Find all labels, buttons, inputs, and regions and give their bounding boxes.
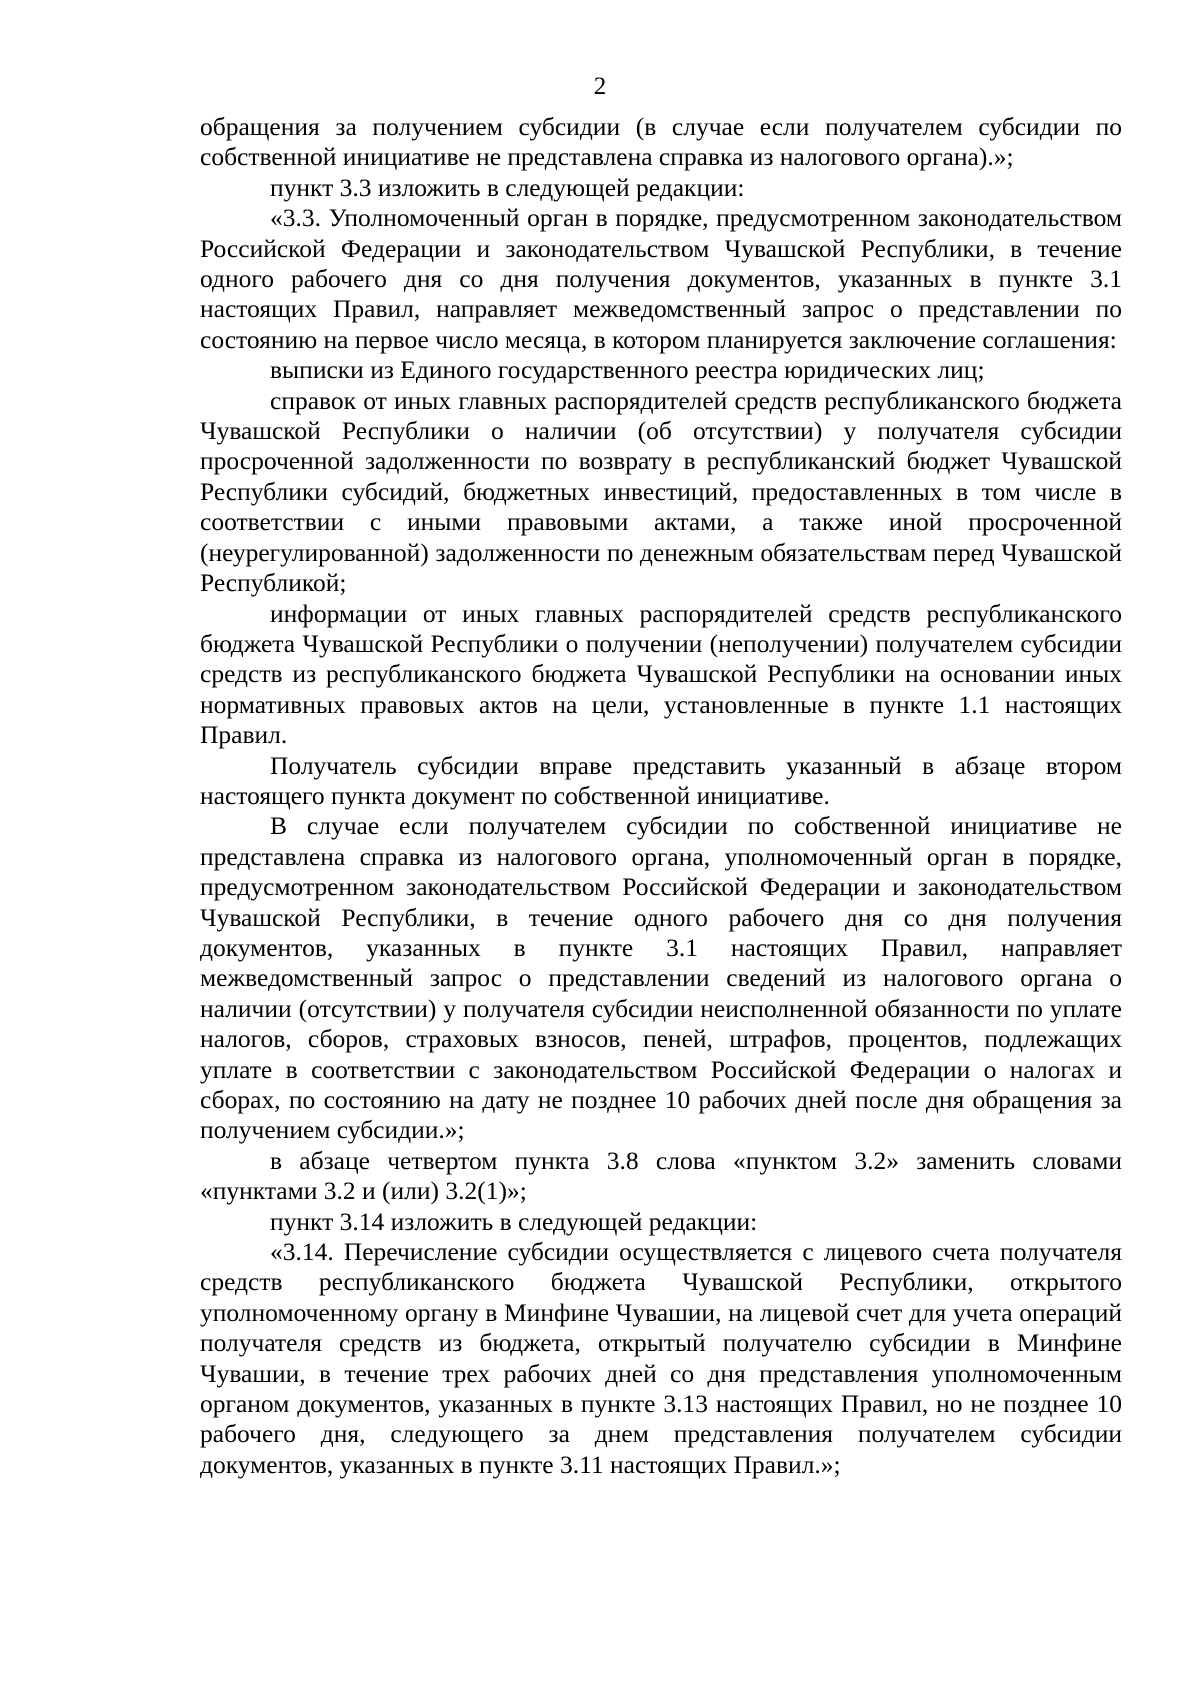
paragraph-point-3-14: «3.14. Перечисление субсидии осуществляется с лицевого счета получателя средств республиканского бюджета Чувашской Республики, открытого уполномоченному органу в Минфине Чувашии, на лицевой счет для учета операций получателя средств из бюджета, открытый получателю субсидии в Минфине Чувашии, в течение трех рабочих дней со дня представления уполномоченным органом документов, указанных в пункте 3.13 настоящих Правил, но не позднее 10 рабочего дня, следующего за днем представления получателем субсидии документов, указанных в пункте 3.11 настоящих Правил.»;: [200, 1237, 1122, 1479]
page-number: 2: [593, 73, 607, 100]
paragraph-point-3-14-intro: пункт 3.14 изложить в следующей редакции:: [270, 1206, 758, 1236]
paragraph-recipient-right: Получатель субсидии вправе представить указанный в абзаце втором настоящего пункта документ по собственной инициативе.: [200, 750, 1122, 810]
paragraph-point-3-3: «3.3. Уполномоченный орган в порядке, предусмотренном законодательством Российской Федерации и законодательством Чувашской Республики, в течение одного рабочего дня со дня получения документов, указанных в пункте 3.1 настоящих Правил, направляет межведомственный запрос о представлении по состоянию на первое число месяца, в котором планируется заключение соглашения:: [200, 203, 1122, 354]
paragraph-extract-registry: выписки из Единого государственного реестра юридических лиц;: [270, 355, 985, 385]
paragraph-tax-request: В случае если получателем субсидии по собственной инициативе не представлена справка из налогового органа, уполномоченный орган в порядке, предусмотренном законодательством Российской Федерации и законодательством Чувашской Республики, в течение одного рабочего дня со дня получения документов, указанных в пункте 3.1 настоящих Правил, направляет межведомственный запрос о представлении сведений из налогового органа о наличии (отсутствии) у получателя субсидии неисполненной обязанности по уплате налогов, сборов, страховых взносов, пеней, штрафов, процентов, подлежащих уплате в соответствии с законодательством Российской Федерации о налогах и сборах, по состоянию на дату не позднее 10 рабочих дней после дня обращения за получением субсидии.»;: [200, 811, 1122, 1145]
paragraph-information: информации от иных главных распорядителей средств республиканского бюджета Чувашской Республики о получении (неполучении) получателем субсидии средств из республиканского бюджета Чувашской Республики на основании иных нормативных правовых актов на цели, установленные в пункте 1.1 настоящих Правил.: [200, 598, 1122, 750]
document-body: [200, 112, 1122, 1480]
paragraph-certificates: справок от иных главных распорядителей средств республиканского бюджета Чувашской Республики о наличии (об отсутствии) у получателя субсидии просроченной задолженности по возврату в республиканский бюджет Чувашской Республики субсидий, бюджетных инвестиций, предоставленных в том числе в соответствии с иными правовыми актами, а также иной просроченной (неурегулированной) задолженности по денежным обязательствам перед Чувашской Республикой;: [200, 385, 1122, 598]
paragraph-continuation: обращения за получением субсидии (в случае если получателем субсидии по собственной инициативе не представлена справка из налогового органа).»;: [200, 112, 1122, 172]
paragraph-point-3-3-intro: пункт 3.3 изложить в следующей редакции:: [270, 172, 745, 202]
paragraph-point-3-8: в абзаце четвертом пункта 3.8 слова «пунктом 3.2» заменить словами «пунктами 3.2 и (или) 3.2(1)»;: [200, 1145, 1122, 1206]
